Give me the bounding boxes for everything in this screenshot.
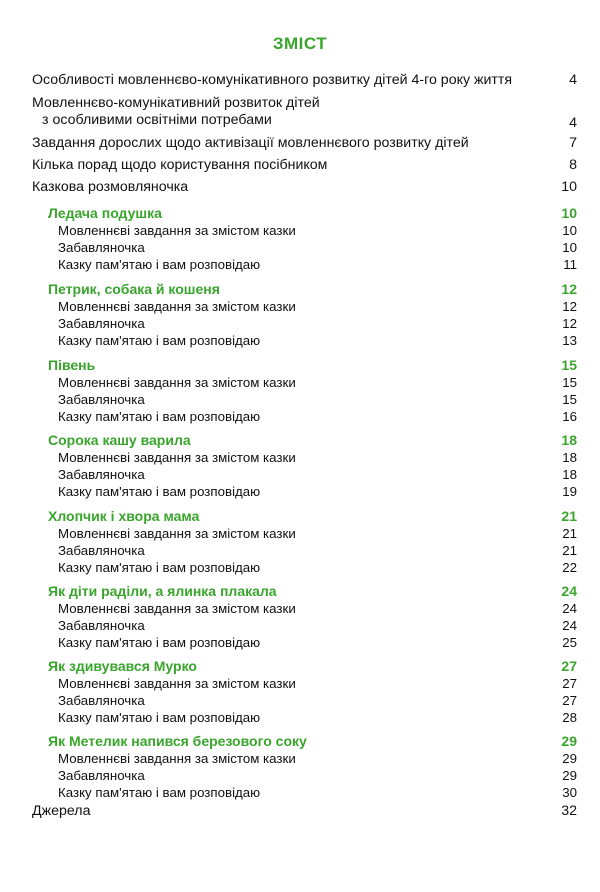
sub-entry[interactable] — [32, 676, 577, 693]
sub-entry[interactable] — [32, 543, 577, 560]
toc-section-1 — [32, 281, 577, 350]
section-title: Хлопчик і хвора мама — [48, 508, 200, 524]
section-title-row[interactable] — [32, 205, 577, 223]
sub-entry[interactable] — [32, 693, 577, 710]
sub-entry-page: 18 — [562, 467, 577, 482]
sub-entry[interactable] — [32, 601, 577, 618]
section-page: 18 — [561, 432, 577, 448]
sub-entry[interactable] — [32, 635, 577, 652]
sub-entry[interactable] — [32, 768, 577, 785]
toc-intro — [32, 72, 577, 95]
sub-entry-text: Мовленнєві завдання за змістом казки — [58, 450, 296, 465]
sub-entry[interactable] — [32, 316, 577, 333]
sub-entry-page: 10 — [562, 240, 577, 255]
toc-intro-multiline — [32, 95, 577, 131]
toc-entry-page: 4 — [569, 72, 577, 88]
sub-entry-text: Казку пам'ятаю і вам розповідаю — [58, 635, 261, 650]
sub-entry-text: Забавляночка — [58, 768, 145, 783]
toc-entry[interactable] — [32, 179, 577, 201]
section-title: Як здивувався Мурко — [48, 658, 197, 674]
sub-entry[interactable] — [32, 785, 577, 802]
toc-entry-page: 32 — [561, 803, 577, 819]
section-title-row[interactable] — [32, 733, 577, 751]
page-title: ЗМІСТ — [272, 34, 328, 53]
section-title-row[interactable] — [32, 281, 577, 299]
sub-entry[interactable] — [32, 618, 577, 635]
sub-entry-text: Мовленнєві завдання за змістом казки — [58, 299, 296, 314]
sub-entry-page: 27 — [562, 676, 577, 691]
section-page: 10 — [561, 205, 577, 221]
sub-entry-text: Казку пам'ятаю і вам розповідаю — [58, 257, 261, 272]
sub-entry-text: Мовленнєві завдання за змістом казки — [58, 526, 296, 541]
sub-entry-page: 27 — [562, 693, 577, 708]
sub-entry-page: 11 — [563, 257, 577, 272]
section-title-row[interactable] — [32, 357, 577, 375]
section-page: 29 — [561, 733, 577, 749]
sub-entry-page: 29 — [562, 751, 577, 766]
sub-entry-page: 30 — [562, 785, 577, 800]
toc-entry-page: 10 — [561, 179, 577, 195]
sub-entry[interactable] — [32, 751, 577, 768]
sub-entry[interactable] — [32, 333, 577, 350]
toc-entry-text: Завдання дорослих щодо активізації мовленнєвого розвитку дітей — [32, 135, 469, 151]
section-title-row[interactable] — [32, 432, 577, 450]
toc-entry[interactable] — [32, 72, 577, 95]
toc-entry-text-line2: з особливими освітніми потребами — [42, 112, 272, 128]
sub-entry-page: 24 — [562, 618, 577, 633]
sub-entry[interactable] — [32, 710, 577, 727]
sub-entry[interactable] — [32, 223, 577, 240]
toc-section-2 — [32, 357, 577, 426]
sub-entry-page: 10 — [562, 223, 577, 238]
sub-entry[interactable] — [32, 240, 577, 257]
toc-section-0 — [32, 205, 577, 274]
sub-entry-text: Казку пам'ятаю і вам розповідаю — [58, 333, 261, 348]
sub-entry-text: Забавляночка — [58, 316, 145, 331]
sub-entry-page: 16 — [562, 409, 577, 424]
sub-entry-page: 28 — [562, 710, 577, 725]
sub-entry-page: 12 — [562, 299, 577, 314]
sub-entry-page: 24 — [562, 601, 577, 616]
sub-entry-page: 18 — [562, 450, 577, 465]
sub-entry[interactable] — [32, 375, 577, 392]
toc-section-4 — [32, 508, 577, 577]
section-title: Півень — [48, 357, 96, 373]
sub-entry-text: Мовленнєві завдання за змістом казки — [58, 751, 296, 766]
section-title-row[interactable] — [32, 508, 577, 526]
sub-entry-page: 15 — [562, 375, 577, 390]
section-title-row[interactable] — [32, 658, 577, 676]
sub-entry[interactable] — [32, 409, 577, 426]
toc-entry-text: Кілька порад щодо користування посібником — [32, 157, 328, 173]
toc-entry-text: Казкова розмовляночка — [32, 179, 189, 195]
sub-entry[interactable] — [32, 526, 577, 543]
sub-entry-text: Забавляночка — [58, 240, 145, 255]
sub-entry-text: Мовленнєві завдання за змістом казки — [58, 601, 296, 616]
section-page: 24 — [561, 583, 577, 599]
sub-entry-text: Забавляночка — [58, 618, 145, 633]
toc-footer-entry — [32, 803, 577, 823]
sub-entry[interactable] — [32, 299, 577, 316]
sub-entry-page: 12 — [562, 316, 577, 331]
sub-entry[interactable] — [32, 392, 577, 409]
sub-entry-text: Казку пам'ятаю і вам розповідаю — [58, 409, 261, 424]
sub-entry-page: 21 — [562, 543, 577, 558]
sub-entry-page: 29 — [562, 768, 577, 783]
sub-entry-text: Казку пам'ятаю і вам розповідаю — [58, 710, 261, 725]
section-title: Сорока кашу варила — [48, 432, 191, 448]
sub-entry[interactable] — [32, 467, 577, 484]
toc-entry-text: Особливості мовленнєво-комунікативного розвитку дітей 4-го року життя — [32, 72, 513, 88]
sub-entry-text: Забавляночка — [58, 693, 145, 708]
sub-entry-text: Забавляночка — [58, 543, 145, 558]
sub-entry-page: 21 — [562, 526, 577, 541]
toc-entry-text-line1: Мовленнєво-комунікативний розвиток дітей — [32, 95, 320, 111]
sub-entry[interactable] — [32, 484, 577, 501]
section-title: Петрик, собака й кошеня — [48, 281, 220, 297]
sub-entry-page: 13 — [562, 333, 577, 348]
sub-entry-text: Казку пам'ятаю і вам розповідаю — [58, 560, 261, 575]
sub-entry-text: Забавляночка — [58, 392, 145, 407]
toc-entry[interactable] — [32, 135, 577, 157]
sub-entry[interactable] — [32, 560, 577, 577]
toc-entry[interactable] — [32, 95, 577, 131]
sub-entry-text: Мовленнєві завдання за змістом казки — [58, 676, 296, 691]
sub-entry-page: 19 — [562, 484, 577, 499]
toc-intro-rest — [32, 135, 577, 201]
toc-entry-text: Джерела — [32, 803, 91, 819]
toc-entry[interactable] — [32, 157, 577, 179]
section-title: Як Метелик напився березового соку — [48, 733, 307, 749]
section-title-row[interactable] — [32, 583, 577, 601]
toc-entry-page: 8 — [569, 157, 577, 173]
section-page: 12 — [561, 281, 577, 297]
section-title: Ледача подушка — [48, 205, 162, 221]
section-page: 27 — [561, 658, 577, 674]
sub-entry-text: Забавляночка — [58, 467, 145, 482]
sub-entry-text: Казку пам'ятаю і вам розповідаю — [58, 484, 261, 499]
toc-entry-page: 4 — [569, 115, 577, 131]
sub-entry-page: 25 — [562, 635, 577, 650]
sub-entry-page: 22 — [562, 560, 577, 575]
section-page: 21 — [561, 508, 577, 524]
section-title: Як діти раділи, а ялинка плакала — [48, 583, 277, 599]
sub-entry[interactable] — [32, 257, 577, 274]
toc-entry-page: 7 — [569, 135, 577, 151]
sub-entry[interactable] — [32, 450, 577, 467]
toc-section-3 — [32, 432, 577, 501]
toc-section-5 — [32, 583, 577, 652]
sub-entry-text: Мовленнєві завдання за змістом казки — [58, 223, 296, 238]
toc-entry[interactable] — [32, 803, 577, 823]
section-page: 15 — [561, 357, 577, 373]
sub-entry-page: 15 — [562, 392, 577, 407]
sub-entry-text: Мовленнєві завдання за змістом казки — [58, 375, 296, 390]
toc-section-6 — [32, 658, 577, 727]
sub-entry-text: Казку пам'ятаю і вам розповідаю — [58, 785, 261, 800]
toc-section-7 — [32, 733, 577, 802]
